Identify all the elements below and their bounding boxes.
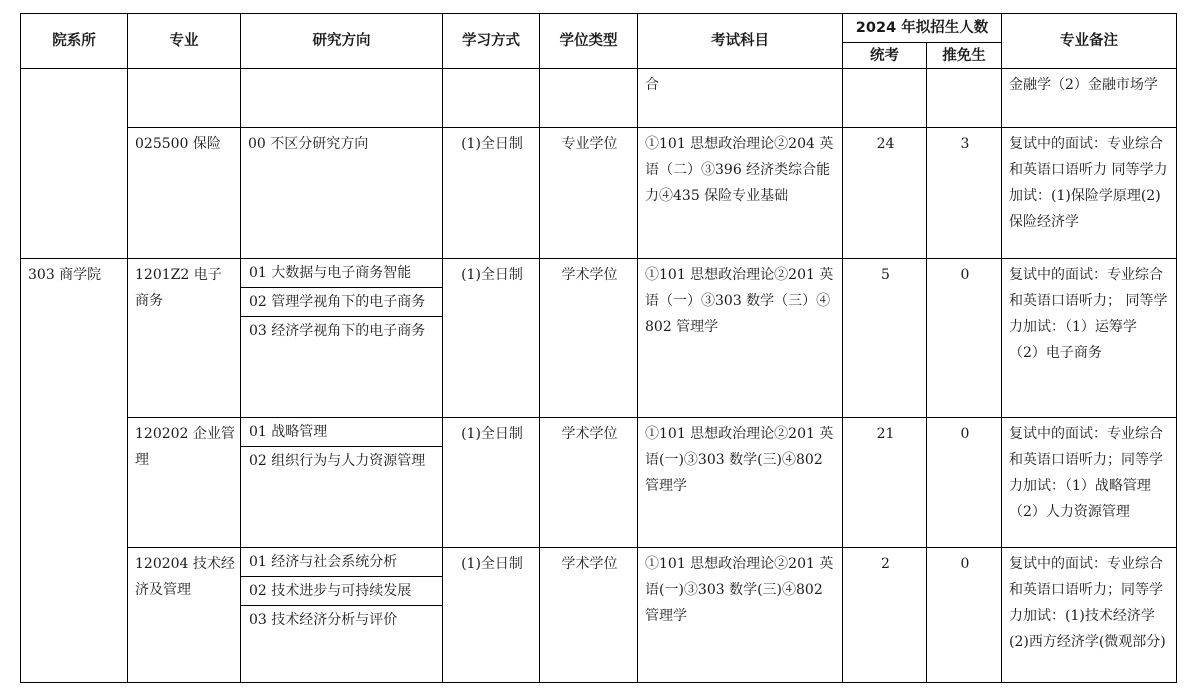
notes-cell: 复试中的面试：专业综合和英语口语听力 同等学力加试：(1)保险学原理(2)保险经济学 xyxy=(1002,128,1177,259)
unified-cell xyxy=(843,69,927,128)
table-row xyxy=(21,548,1177,683)
table-row xyxy=(21,418,1177,548)
major-cell: 025500 保险 xyxy=(128,128,241,259)
direction-item: 01 经济与社会系统分析 xyxy=(249,554,398,570)
exam-subjects-cell: 合 xyxy=(638,69,843,128)
degree-type-cell: 学术学位 xyxy=(540,548,638,683)
study-mode-cell: (1)全日制 xyxy=(443,128,540,259)
direction-item: 01 战略管理 xyxy=(249,424,328,440)
direction-cell xyxy=(241,69,443,128)
notes-cell: 复试中的面试：专业综合和英语口语听力；同等学力加试：（1）战略管理（2）人力资源管理 xyxy=(1002,418,1177,548)
direction-cell xyxy=(241,259,443,418)
exempt-cell xyxy=(927,69,1002,128)
exempt-cell: 3 xyxy=(927,128,1002,259)
unified-cell: 2 xyxy=(843,548,927,683)
study-mode-cell: (1)全日制 xyxy=(443,418,540,548)
dept-cell: 303 商学院 xyxy=(21,259,128,683)
unified-cell: 24 xyxy=(843,128,927,259)
major-cell: 120202 企业管理 xyxy=(128,418,241,548)
major-cell xyxy=(128,69,241,128)
exam-subjects-cell: ①101 思想政治理论②201 英语（一）③303 数学（三）④802 管理学 xyxy=(638,259,843,418)
direction-cell: 00 不区分研究方向 xyxy=(241,128,443,259)
direction-item: 02 技术进步与可持续发展 xyxy=(241,576,442,605)
notes-cell: 复试中的面试：专业综合和英语口语听力；同等学力加试：(1)技术经济学(2)西方经济学(微观部分) xyxy=(1002,548,1177,683)
header-dept: 院系所 xyxy=(21,14,128,69)
table-row xyxy=(21,128,1177,259)
degree-type-cell: 专业学位 xyxy=(540,128,638,259)
direction-item: 03 经济学视角下的电子商务 xyxy=(241,316,442,345)
exempt-cell: 0 xyxy=(927,548,1002,683)
study-mode-cell: (1)全日制 xyxy=(443,548,540,683)
notes-cell: 复试中的面试：专业综合和英语口语听力； 同等学力加试：（1）运筹学 （2）电子商务 xyxy=(1002,259,1177,418)
degree-type-cell: 学术学位 xyxy=(540,259,638,418)
header-notes: 专业备注 xyxy=(1002,14,1177,69)
exam-subjects-cell: ①101 思想政治理论②201 英语(一)③303 数学(三)④802 管理学 xyxy=(638,548,843,683)
header-degree-type: 学位类型 xyxy=(540,14,638,69)
direction-cell xyxy=(241,418,443,548)
header-unified: 统考 xyxy=(843,43,927,69)
direction-cell xyxy=(241,548,443,683)
degree-type-cell xyxy=(540,69,638,128)
exempt-cell: 0 xyxy=(927,418,1002,548)
direction-item: 03 技术经济分析与评价 xyxy=(241,605,442,634)
enrollment-table xyxy=(20,13,1177,683)
direction-item: 02 管理学视角下的电子商务 xyxy=(241,287,442,316)
exam-subjects-cell: ①101 思想政治理论②204 英语（二）③396 经济类综合能力④435 保险专业基础 xyxy=(638,128,843,259)
degree-type-cell: 学术学位 xyxy=(540,418,638,548)
unified-cell: 21 xyxy=(843,418,927,548)
header-major: 专业 xyxy=(128,14,241,69)
major-cell: 1201Z2 电子商务 xyxy=(128,259,241,418)
notes-cell: 金融学（2）金融市场学 xyxy=(1002,69,1177,128)
header-quota-group: 2024 年拟招生人数 xyxy=(843,14,1002,43)
exam-subjects-cell: ①101 思想政治理论②201 英语(一)③303 数学(三)④802 管理学 xyxy=(638,418,843,548)
header-study-mode: 学习方式 xyxy=(443,14,540,69)
dept-cell xyxy=(21,69,128,259)
table-row xyxy=(21,259,1177,418)
direction-item: 02 组织行为与人力资源管理 xyxy=(241,446,442,475)
header-exempt: 推免生 xyxy=(927,43,1002,69)
table-row xyxy=(21,69,1177,128)
unified-cell: 5 xyxy=(843,259,927,418)
header-direction: 研究方向 xyxy=(241,14,443,69)
exempt-cell: 0 xyxy=(927,259,1002,418)
study-mode-cell xyxy=(443,69,540,128)
major-cell: 120204 技术经济及管理 xyxy=(128,548,241,683)
direction-item: 01 大数据与电子商务智能 xyxy=(249,265,412,281)
header-exam-subjects: 考试科目 xyxy=(638,14,843,69)
study-mode-cell: (1)全日制 xyxy=(443,259,540,418)
